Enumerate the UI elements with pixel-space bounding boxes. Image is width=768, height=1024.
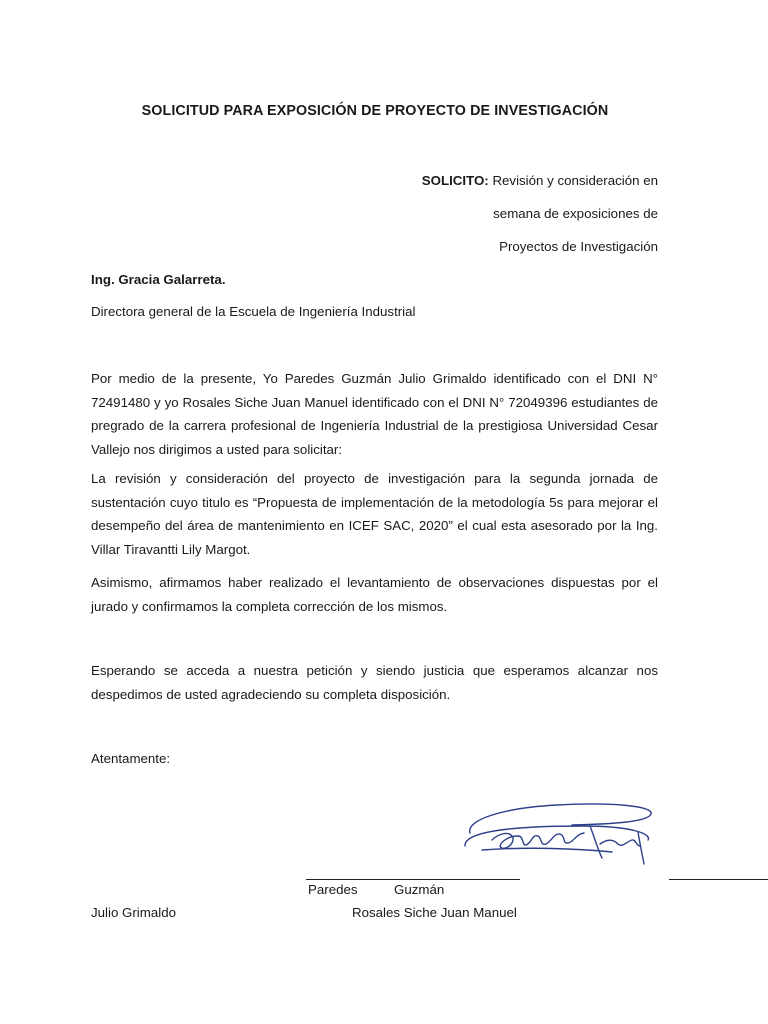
signature-name-2: Rosales Siche Juan Manuel (352, 905, 517, 920)
recipient-name: Ing. Gracia Galarreta. (91, 272, 226, 287)
solicito-label: SOLICITO: (421, 173, 489, 188)
handwritten-signature (462, 800, 658, 868)
solicito-line-3: Proyectos de Investigación (499, 239, 658, 254)
body-paragraph-4: Esperando se acceda a nuestra petición y siendo justicia que esperamos alcanzar nos despedimos de usted agradeciendo su completa disposición. (91, 663, 658, 702)
body-paragraph-2: La revisión y consideración del proyecto de investigación para la segunda jornada de sustentación cuyo titulo es “Propuesta de implementación de la metodología 5s para mejorar el desempeño del área de mantenimiento en ICEF SAC, 2020” el cual esta asesorado por la Ing. Villar Tiravantti Lily Margot. (91, 471, 658, 557)
signature-name-1-part-2: Guzmán (394, 882, 445, 897)
body-paragraph-3: Asimismo, afirmamos haber realizado el levantamiento de observaciones dispuestas por el jurado y confirmamos la completa corrección de los mismos. (91, 575, 658, 614)
body-paragraph-1: Por medio de la presente, Yo Paredes Guzmán Julio Grimaldo identificado con el DNI N° 72491480 y yo Rosales Siche Juan Manuel identificado con el DNI N° 72049396 estudiantes de pregrado de la carrera profesional de Ingeniería Industrial de la prestigiosa Universidad Cesar Vallejo nos dirigimos a usted para solicitar: (91, 371, 658, 457)
signature-line-right (669, 879, 768, 880)
solicito-text-1: Revisión y consideración en (492, 173, 658, 188)
closing-text: Atentamente: (91, 751, 171, 766)
recipient-role: Directora general de la Escuela de Ingeniería Industrial (91, 304, 416, 319)
solicito-line-1 (422, 173, 658, 188)
document-title: SOLICITUD PARA EXPOSICIÓN DE PROYECTO DE INVESTIGACIÓN (141, 103, 609, 119)
signature-name-1-part-1: Paredes (308, 882, 358, 897)
signature-name-1-part-3: Julio Grimaldo (91, 905, 176, 920)
signature-line-left (306, 879, 520, 880)
solicito-line-2: semana de exposiciones de (493, 206, 658, 221)
